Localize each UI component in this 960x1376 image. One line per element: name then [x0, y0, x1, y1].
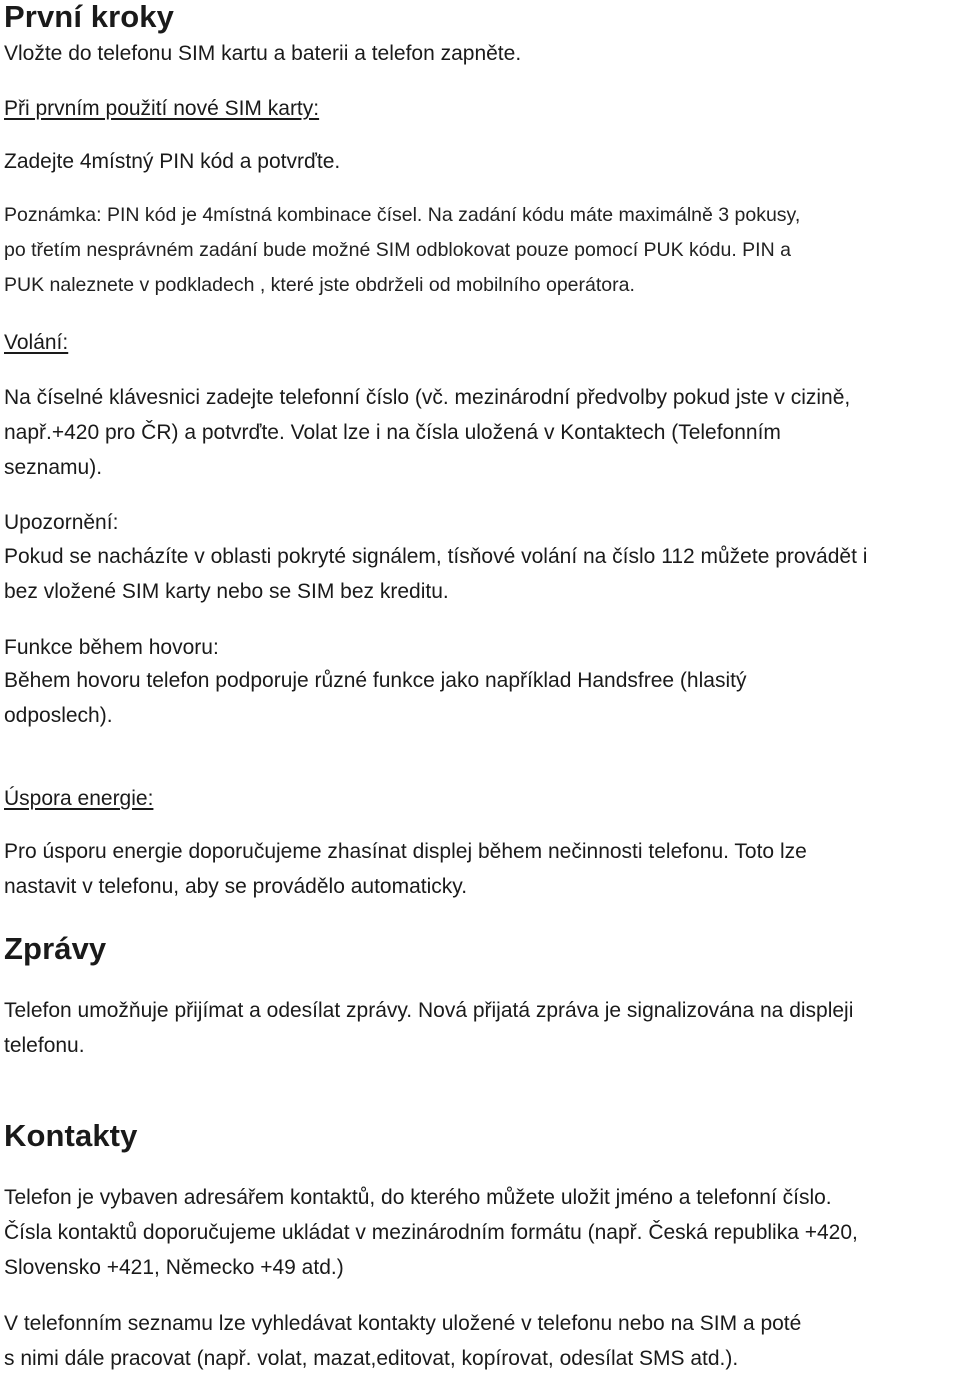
calling-line: seznamu). [4, 456, 103, 479]
pin-note-line: Poznámka: PIN kód je 4místná kombinace čísel. Na zadání kódu máte maximálně 3 pokusy, [4, 204, 801, 226]
intro-text: Vložte do telefonu SIM kartu a baterii a telefon zapněte. [4, 42, 522, 65]
energy-line: nastavit v telefonu, aby se provádělo automaticky. [4, 875, 468, 898]
contacts-line: Slovensko +421, Německo +49 atd.) [4, 1256, 344, 1279]
contacts-text-2 [4, 1306, 801, 1376]
first-use-label: Při prvním použití nové SIM karty: [4, 97, 320, 120]
calling-line: Na číselné klávesnici zadejte telefonní číslo (vč. mezinárodní předvolby pokud jste v cizině, [4, 386, 851, 409]
energy-line: Pro úsporu energie doporučujeme zhasínat displej během nečinnosti telefonu. Toto lze [4, 840, 807, 863]
heading-messages: Zprávy [4, 931, 107, 966]
enter-pin-text: Zadejte 4místný PIN kód a potvrďte. [4, 150, 341, 173]
heading-contacts: Kontakty [4, 1118, 138, 1153]
contacts-text-1 [4, 1180, 858, 1285]
pin-note-line: po třetím nesprávném zadání bude možné SIM odblokovat pouze pomocí PUK kódu. PIN a [4, 239, 791, 261]
pin-note-line: PUK naleznete v podkladech , které jste obdrželi od mobilního operátora. [4, 274, 635, 296]
call-functions-line: Během hovoru telefon podporuje různé funkce jako například Handsfree (hlasitý [4, 669, 747, 692]
messages-line: telefonu. [4, 1034, 85, 1057]
energy-text [4, 834, 807, 904]
heading-first-steps: První kroky [4, 0, 174, 34]
call-functions-label: Funkce během hovoru: [4, 636, 219, 659]
warning-label: Upozornění: [4, 511, 119, 534]
warning-text [4, 539, 867, 609]
messages-line: Telefon umožňuje přijímat a odesílat zprávy. Nová přijatá zpráva je signalizována na displeji [4, 999, 854, 1022]
call-functions-line: odposlech). [4, 704, 113, 727]
contacts-line: Telefon je vybaven adresářem kontaktů, do kterého můžete uložit jméno a telefonní číslo. [4, 1186, 832, 1209]
warning-line: bez vložené SIM karty nebo se SIM bez kreditu. [4, 580, 449, 603]
energy-label: Úspora energie: [4, 787, 154, 810]
calling-label: Volání: [4, 331, 69, 354]
messages-text [4, 993, 853, 1063]
pin-note [4, 198, 800, 303]
contacts-line: s nimi dále pracovat (např. volat, mazat,editovat, kopírovat, odesílat SMS atd.). [4, 1347, 739, 1370]
calling-text [4, 380, 850, 485]
call-functions-text [4, 663, 746, 733]
contacts-line: V telefonním seznamu lze vyhledávat kontakty uložené v telefonu nebo na SIM a poté [4, 1312, 802, 1335]
warning-line: Pokud se nacházíte v oblasti pokryté signálem, tísňové volání na číslo 112 můžete provádět i [4, 545, 868, 568]
contacts-line: Čísla kontaktů doporučujeme ukládat v mezinárodním formátu (např. Česká republika +420, [4, 1221, 858, 1244]
calling-line: např.+420 pro ČR) a potvrďte. Volat lze i na čísla uložená v Kontaktech (Telefonním [4, 421, 781, 444]
